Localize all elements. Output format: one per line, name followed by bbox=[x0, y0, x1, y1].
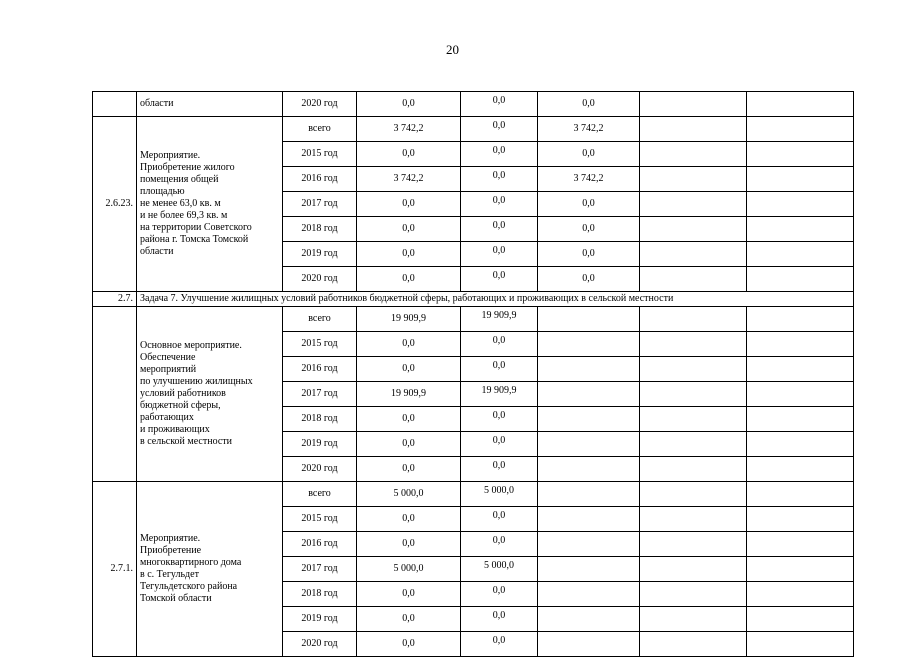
value-cell bbox=[640, 457, 747, 482]
item-description bbox=[137, 307, 283, 482]
table-row bbox=[93, 117, 854, 142]
value-cell bbox=[538, 307, 640, 332]
year-cell: 2015 год bbox=[283, 507, 357, 532]
value-cell: 0,0 bbox=[461, 267, 538, 292]
value-cell: 0,0 bbox=[538, 267, 640, 292]
value-cell bbox=[640, 632, 747, 657]
description-line: по улучшению жилищных bbox=[140, 376, 253, 387]
value-cell bbox=[747, 117, 854, 142]
year-cell: 2015 год bbox=[283, 332, 357, 357]
description-line: бюджетной сферы, bbox=[140, 400, 221, 411]
value-cell bbox=[538, 432, 640, 457]
description-line: на территории Советского bbox=[140, 222, 252, 233]
value-cell: 0,0 bbox=[461, 607, 538, 632]
value-cell bbox=[640, 557, 747, 582]
value-cell: 0,0 bbox=[357, 632, 461, 657]
value-cell bbox=[747, 307, 854, 332]
value-cell bbox=[640, 432, 747, 457]
value-cell bbox=[640, 607, 747, 632]
item-description bbox=[137, 482, 283, 657]
value-cell: 19 909,9 bbox=[461, 307, 538, 332]
value-cell: 0,0 bbox=[461, 407, 538, 432]
year-cell: 2016 год bbox=[283, 532, 357, 557]
value-cell: 0,0 bbox=[357, 92, 461, 117]
value-cell: 0,0 bbox=[538, 217, 640, 242]
item-description: области bbox=[137, 92, 283, 117]
value-cell bbox=[747, 482, 854, 507]
value-cell: 0,0 bbox=[357, 507, 461, 532]
value-cell: 0,0 bbox=[461, 167, 538, 192]
value-cell: 3 742,2 bbox=[357, 117, 461, 142]
item-number: 2.7.1. bbox=[93, 482, 137, 657]
value-cell bbox=[747, 557, 854, 582]
page-number: 20 bbox=[446, 42, 459, 57]
value-cell bbox=[747, 267, 854, 292]
value-cell bbox=[747, 382, 854, 407]
table-row bbox=[93, 92, 854, 117]
value-cell bbox=[640, 242, 747, 267]
value-cell bbox=[747, 92, 854, 117]
year-cell: 2018 год bbox=[283, 582, 357, 607]
value-cell bbox=[538, 457, 640, 482]
table-row bbox=[93, 482, 854, 507]
year-cell: 2020 год bbox=[283, 92, 357, 117]
value-cell: 0,0 bbox=[461, 457, 538, 482]
value-cell: 0,0 bbox=[357, 357, 461, 382]
value-cell: 3 742,2 bbox=[357, 167, 461, 192]
value-cell: 3 742,2 bbox=[538, 167, 640, 192]
value-cell: 0,0 bbox=[461, 242, 538, 267]
value-cell: 19 909,9 bbox=[357, 382, 461, 407]
item-number bbox=[93, 92, 137, 117]
value-cell bbox=[747, 192, 854, 217]
value-cell bbox=[640, 142, 747, 167]
year-cell: всего bbox=[283, 307, 357, 332]
value-cell: 0,0 bbox=[461, 432, 538, 457]
item-number: 2.6.23. bbox=[93, 117, 137, 292]
value-cell bbox=[640, 217, 747, 242]
table-row bbox=[93, 307, 854, 332]
value-cell bbox=[538, 507, 640, 532]
value-cell: 0,0 bbox=[461, 192, 538, 217]
value-cell: 0,0 bbox=[538, 142, 640, 167]
year-cell: 2017 год bbox=[283, 192, 357, 217]
value-cell bbox=[747, 242, 854, 267]
value-cell: 0,0 bbox=[357, 407, 461, 432]
task-title: Задача 7. Улучшение жилищных условий работников бюджетной сферы, работающих и проживающих в сельской местности bbox=[137, 292, 854, 307]
value-cell bbox=[747, 632, 854, 657]
value-cell bbox=[538, 607, 640, 632]
value-cell bbox=[538, 332, 640, 357]
year-cell: 2020 год bbox=[283, 457, 357, 482]
year-cell: 2016 год bbox=[283, 167, 357, 192]
value-cell bbox=[747, 142, 854, 167]
value-cell bbox=[538, 357, 640, 382]
year-cell: 2019 год bbox=[283, 607, 357, 632]
description-line: Тегульдетского района bbox=[140, 581, 238, 592]
value-cell: 0,0 bbox=[461, 632, 538, 657]
value-cell bbox=[640, 382, 747, 407]
year-cell: 2018 год bbox=[283, 407, 357, 432]
value-cell: 0,0 bbox=[461, 357, 538, 382]
description-line: Приобретение жилого bbox=[140, 162, 235, 173]
value-cell bbox=[640, 507, 747, 532]
year-cell: всего bbox=[283, 482, 357, 507]
value-cell bbox=[747, 582, 854, 607]
value-cell bbox=[747, 357, 854, 382]
description-line: и проживающих bbox=[140, 424, 210, 435]
value-cell bbox=[747, 167, 854, 192]
value-cell: 0,0 bbox=[357, 332, 461, 357]
value-cell bbox=[538, 582, 640, 607]
value-cell bbox=[538, 407, 640, 432]
value-cell bbox=[640, 407, 747, 432]
value-cell: 5 000,0 bbox=[357, 557, 461, 582]
value-cell: 0,0 bbox=[461, 507, 538, 532]
description-line: не менее 63,0 кв. м bbox=[140, 198, 221, 209]
year-cell: всего bbox=[283, 117, 357, 142]
value-cell bbox=[747, 532, 854, 557]
year-cell: 2019 год bbox=[283, 242, 357, 267]
task-number: 2.7. bbox=[93, 292, 137, 307]
value-cell bbox=[640, 267, 747, 292]
description-line: условий работников bbox=[140, 388, 226, 399]
description-line: Мероприятие. bbox=[140, 150, 201, 161]
value-cell: 0,0 bbox=[538, 242, 640, 267]
value-cell bbox=[747, 432, 854, 457]
description-line: в сельской местности bbox=[140, 436, 232, 447]
value-cell: 0,0 bbox=[357, 432, 461, 457]
value-cell bbox=[640, 582, 747, 607]
value-cell bbox=[538, 557, 640, 582]
value-cell: 0,0 bbox=[461, 117, 538, 142]
value-cell: 0,0 bbox=[461, 332, 538, 357]
value-cell bbox=[640, 92, 747, 117]
description-line: Обеспечение bbox=[140, 352, 196, 363]
value-cell: 19 909,9 bbox=[461, 382, 538, 407]
description-line: площадью bbox=[140, 186, 185, 197]
value-cell bbox=[538, 382, 640, 407]
description-line: Мероприятие. bbox=[140, 533, 201, 544]
value-cell bbox=[747, 332, 854, 357]
value-cell: 0,0 bbox=[461, 532, 538, 557]
year-cell: 2016 год bbox=[283, 357, 357, 382]
value-cell: 0,0 bbox=[357, 267, 461, 292]
program-table bbox=[92, 91, 854, 657]
year-cell: 2019 год bbox=[283, 432, 357, 457]
description-line: многоквартирного дома bbox=[140, 557, 242, 568]
value-cell: 5 000,0 bbox=[357, 482, 461, 507]
description-line: Приобретение bbox=[140, 545, 202, 556]
value-cell: 3 742,2 bbox=[538, 117, 640, 142]
description-line: и не более 69,3 кв. м bbox=[140, 210, 228, 221]
value-cell: 0,0 bbox=[461, 217, 538, 242]
value-cell bbox=[538, 482, 640, 507]
value-cell: 0,0 bbox=[461, 142, 538, 167]
task-row bbox=[93, 292, 854, 307]
value-cell: 0,0 bbox=[538, 192, 640, 217]
description-line: в с. Тегульдет bbox=[140, 569, 199, 580]
item-description bbox=[137, 117, 283, 292]
year-cell: 2017 год bbox=[283, 382, 357, 407]
year-cell: 2017 год bbox=[283, 557, 357, 582]
value-cell: 0,0 bbox=[461, 582, 538, 607]
description-line: Основное мероприятие. bbox=[140, 340, 242, 351]
item-number bbox=[93, 307, 137, 482]
year-cell: 2020 год bbox=[283, 632, 357, 657]
value-cell bbox=[640, 332, 747, 357]
value-cell bbox=[640, 192, 747, 217]
description-line: области bbox=[140, 246, 174, 257]
value-cell bbox=[747, 407, 854, 432]
table-body bbox=[93, 92, 854, 657]
description-line: Томской области bbox=[140, 593, 212, 604]
value-cell: 5 000,0 bbox=[461, 557, 538, 582]
value-cell: 0,0 bbox=[357, 457, 461, 482]
value-cell: 0,0 bbox=[357, 607, 461, 632]
value-cell: 0,0 bbox=[538, 92, 640, 117]
value-cell bbox=[640, 532, 747, 557]
value-cell bbox=[640, 117, 747, 142]
value-cell: 0,0 bbox=[357, 142, 461, 167]
value-cell: 0,0 bbox=[357, 242, 461, 267]
description-line: мероприятий bbox=[140, 364, 197, 375]
value-cell: 0,0 bbox=[357, 582, 461, 607]
value-cell bbox=[747, 217, 854, 242]
value-cell bbox=[538, 532, 640, 557]
value-cell: 0,0 bbox=[357, 192, 461, 217]
value-cell: 19 909,9 bbox=[357, 307, 461, 332]
description-line: работающих bbox=[140, 412, 194, 423]
year-cell: 2020 год bbox=[283, 267, 357, 292]
value-cell: 5 000,0 bbox=[461, 482, 538, 507]
value-cell bbox=[640, 167, 747, 192]
value-cell bbox=[747, 507, 854, 532]
description-line: района г. Томска Томской bbox=[140, 234, 249, 245]
year-cell: 2015 год bbox=[283, 142, 357, 167]
value-cell bbox=[640, 482, 747, 507]
value-cell: 0,0 bbox=[357, 532, 461, 557]
value-cell bbox=[538, 632, 640, 657]
value-cell bbox=[747, 607, 854, 632]
value-cell bbox=[640, 357, 747, 382]
description-line: помещения общей bbox=[140, 174, 219, 185]
value-cell bbox=[640, 307, 747, 332]
year-cell: 2018 год bbox=[283, 217, 357, 242]
value-cell: 0,0 bbox=[357, 217, 461, 242]
value-cell: 0,0 bbox=[461, 92, 538, 117]
value-cell bbox=[747, 457, 854, 482]
